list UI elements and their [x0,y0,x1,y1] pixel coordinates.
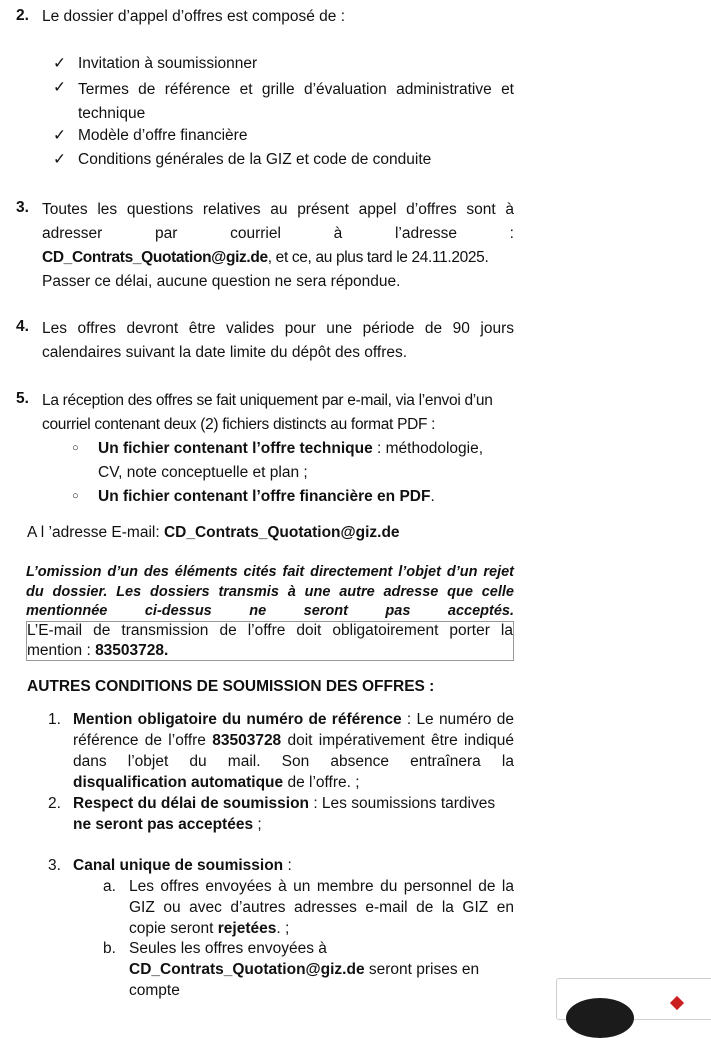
item-2-heading: Le dossier d’appel d’offres est composé de : [42,8,346,25]
condition-1-ref: 83503728 [212,732,282,749]
contact-email[interactable]: CD_Contrats_Quotation@giz.de [42,249,268,266]
condition-3-colon: : [283,857,292,874]
condition-3a-label: a. [103,878,116,895]
condition-1-bold: Mention obligatoire du numéro de référence [73,711,402,728]
condition-2-number: 2. [48,795,61,812]
condition-2-bold: Respect du délai de soumission [73,795,310,812]
item-3-deadline: , et ce, au plus tard le 24.11.2025. [267,249,489,266]
conditions-title: AUTRES CONDITIONS DE SOUMISSION DES OFFRES : [27,678,435,695]
condition-1-part2: doit impérativement être indiqué dans l’objet du mail. Son absence entraînera la [73,732,514,770]
item-3-number: 3. [16,199,29,216]
sub-item-technical [98,437,498,485]
sub-item-technical-rest: : méthodologie, CV, note conceptuelle et plan ; [98,440,484,481]
mention-label: L’E-mail de transmission de l’offre doit obligatoirement porter la mention : [27,622,513,659]
condition-1-part3: de l’offre. ; [283,774,360,791]
condition-3b-label: b. [103,940,116,957]
item-5-number: 5. [16,390,29,407]
condition-2-part1: : Les soumissions tardives [309,795,496,812]
condition-2-bold2: ne seront pas acceptées [73,816,254,833]
sub-item-technical-bold: Un fichier contenant l’offre technique [98,440,373,457]
check-icon: ✓ [53,79,66,96]
address-line [27,523,400,543]
condition-3b-email[interactable]: CD_Contrats_Quotation@giz.de [129,961,365,978]
list-item: Invitation à soumissionner [78,55,258,72]
condition-3b-rest: seront prises en [364,961,480,978]
condition-1-text [73,709,514,793]
condition-3-bold: Canal unique de soumission [73,857,284,874]
list-item: Modèle d’offre financière [78,127,248,144]
logo-icon [566,998,634,1038]
item-3-email-line [42,246,488,270]
sub-item-financial [98,485,435,509]
omission-warning: L’omission d’un des éléments cités fait directement l’objet d’un rejet du dossier. Les dossiers transmis à une autre adresse que celle mentionnée ci-dessus ne seront pas acceptés. [26,564,514,619]
condition-2-text [73,793,514,835]
condition-2-part2: ; [253,816,262,833]
circle-bullet-icon: ○ [72,442,79,454]
condition-3a-end: . ; [276,920,290,937]
condition-3a-part1: Les offres envoyées à un membre du personnel de la GIZ ou avec d’autres adresses e-mail de la GIZ en copie seront [129,878,514,937]
check-icon: ✓ [53,55,66,72]
condition-3-heading [73,856,292,876]
sub-item-financial-bold: Un fichier contenant l’offre financière en PDF [98,488,431,505]
item-4-number: 4. [16,318,29,335]
item-3-last: Passer ce délai, aucune question ne sera répondue. [42,273,401,290]
condition-3-number: 3. [48,857,61,874]
condition-1-part1: : Le numéro de référence de l’offre [73,711,514,749]
address-label: A l ’adresse E-mail: [27,524,164,541]
condition-1-number: 1. [48,711,61,728]
mention-reference: 83503728. [95,642,169,659]
check-icon: ✓ [53,151,66,168]
condition-1-bold2: disqualification automatique [73,774,284,791]
list-item: Conditions générales de la GIZ et code de conduite [78,151,432,168]
condition-3b-line3: compte [129,982,180,999]
item-2-number: 2. [16,7,29,24]
condition-3b-line2 [129,959,479,980]
check-icon: ✓ [53,127,66,144]
condition-3a-bold: rejetées [217,920,277,937]
circle-bullet-icon: ○ [72,490,79,502]
item-4-text: Les offres devront être valides pour une période de 90 jours calendaires suivant la date limite du dépôt des offres. [42,320,514,361]
condition-3a-text [129,876,514,939]
sub-item-financial-rest: . [430,488,435,505]
condition-3b-line1: Seules les offres envoyées à [129,940,327,957]
address-email[interactable]: CD_Contrats_Quotation@giz.de [163,524,400,541]
mention-text [27,621,513,661]
item-3-lead: Toutes les questions relatives au présent appel d’offres sont à adresser par courriel à l’adresse : [42,201,514,242]
list-item: Termes de référence et grille d’évaluation administrative et technique [78,81,514,122]
item-5-text: La réception des offres se fait uniquement par e-mail, via l’envoi d’un courriel contenant deux (2) fichiers distincts au format PDF : [42,392,493,433]
